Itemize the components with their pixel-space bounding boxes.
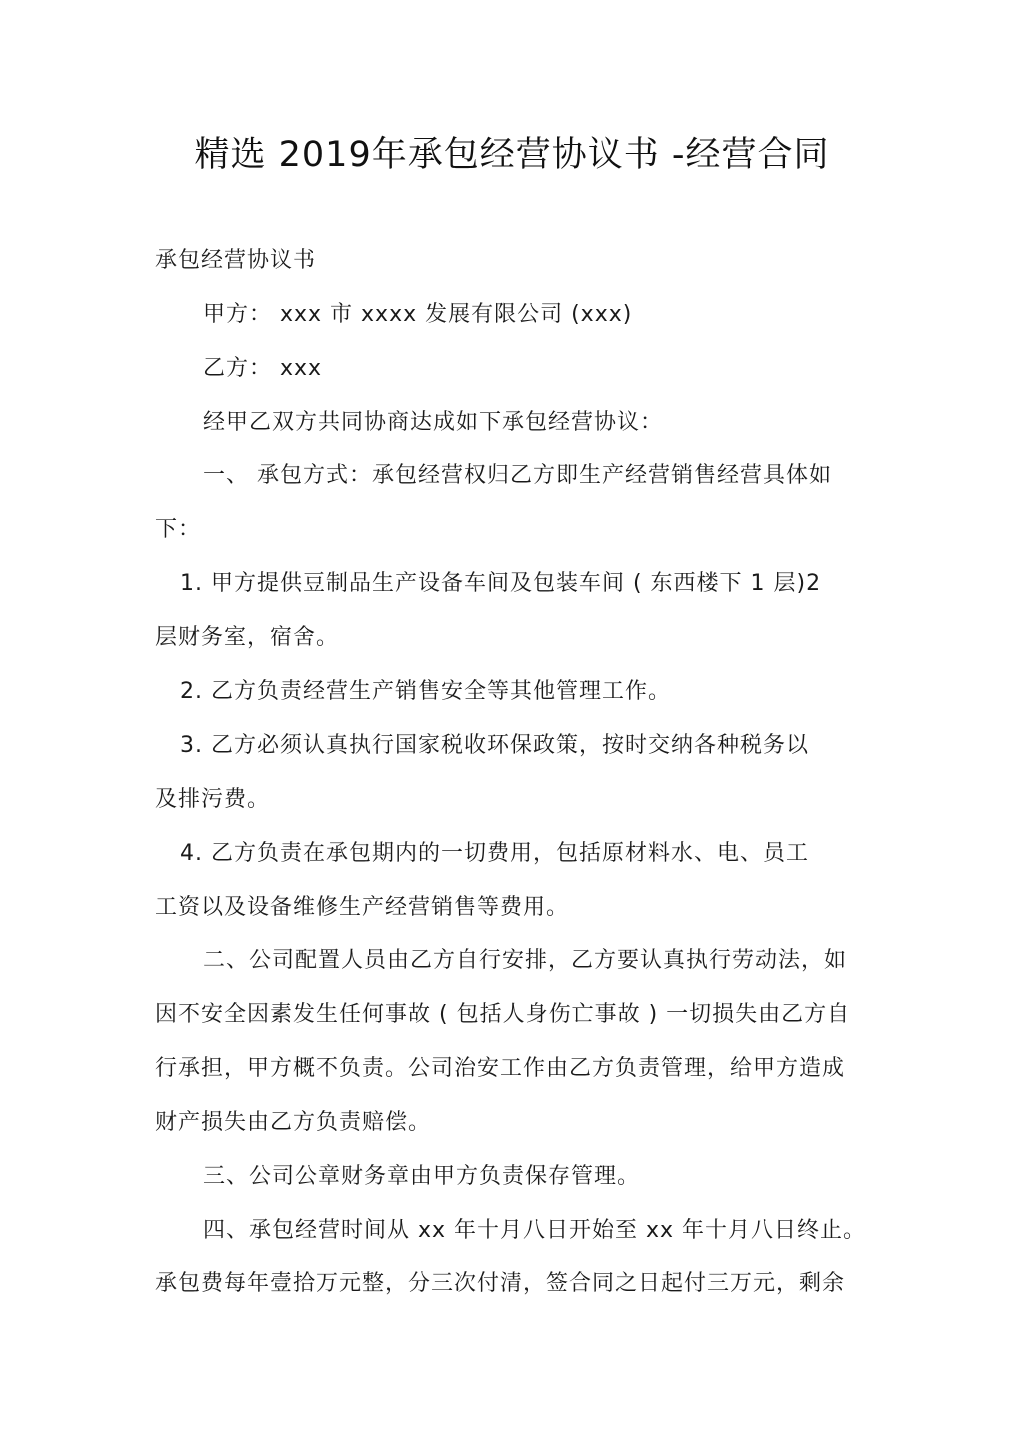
section-2-line-4: 财产损失由乙方负责赔偿。 — [155, 1110, 432, 1135]
section-2-line-3: 行承担，甲方概不负责。公司治安工作由乙方负责管理，给甲方造成 — [155, 1056, 846, 1081]
section-4-line-2: 承包费每年壹拾万元整，分三次付清，签合同之日起付三万元，剩余 — [155, 1271, 846, 1296]
item-3-line-1: 3. 乙方必须认真执行国家税收环保政策，按时交纳各种税务以 — [180, 733, 809, 758]
party-b-line: 乙方： xxx — [203, 356, 323, 381]
document-heading: 承包经营协议书 — [155, 248, 317, 273]
section-1-line-2: 下： — [155, 517, 202, 542]
item-1-line-1: 1. 甲方提供豆制品生产设备车间及包装车间 ( 东西楼下 1 层)2 — [180, 571, 822, 596]
section-2-line-1: 二、公司配置人员由乙方自行安排，乙方要认真执行劳动法，如 — [203, 948, 848, 973]
item-4-line-1: 4. 乙方负责在承包期内的一切费用，包括原材料水、电、员工 — [180, 841, 809, 866]
section-2-line-2: 因不安全因素发生任何事故 ( 包括人身伤亡事故 ) 一切损失由乙方自 — [155, 1002, 851, 1027]
item-2-line-1: 2. 乙方负责经营生产销售安全等其他管理工作。 — [180, 679, 671, 704]
document-title: 精选 2019年承包经营协议书 -经营合同 — [194, 135, 830, 175]
section-4-line-1: 四、承包经营时间从 xx 年十月八日开始至 xx 年十月八日终止。 — [203, 1218, 867, 1243]
section-1-line-1: 一、 承包方式：承包经营权归乙方即生产经营销售经营具体如 — [203, 463, 832, 488]
item-4-line-2: 工资以及设备维修生产经营销售等费用。 — [155, 895, 570, 920]
agreement-intro: 经甲乙双方共同协商达成如下承包经营协议： — [203, 410, 664, 435]
item-1-line-2: 层财务室，宿舍。 — [155, 625, 340, 650]
item-3-line-2: 及排污费。 — [155, 787, 271, 812]
section-3-line-1: 三、公司公章财务章由甲方负责保存管理。 — [203, 1164, 641, 1189]
party-a-line: 甲方： xxx 市 xxxx 发展有限公司 (xxx) — [203, 302, 633, 327]
